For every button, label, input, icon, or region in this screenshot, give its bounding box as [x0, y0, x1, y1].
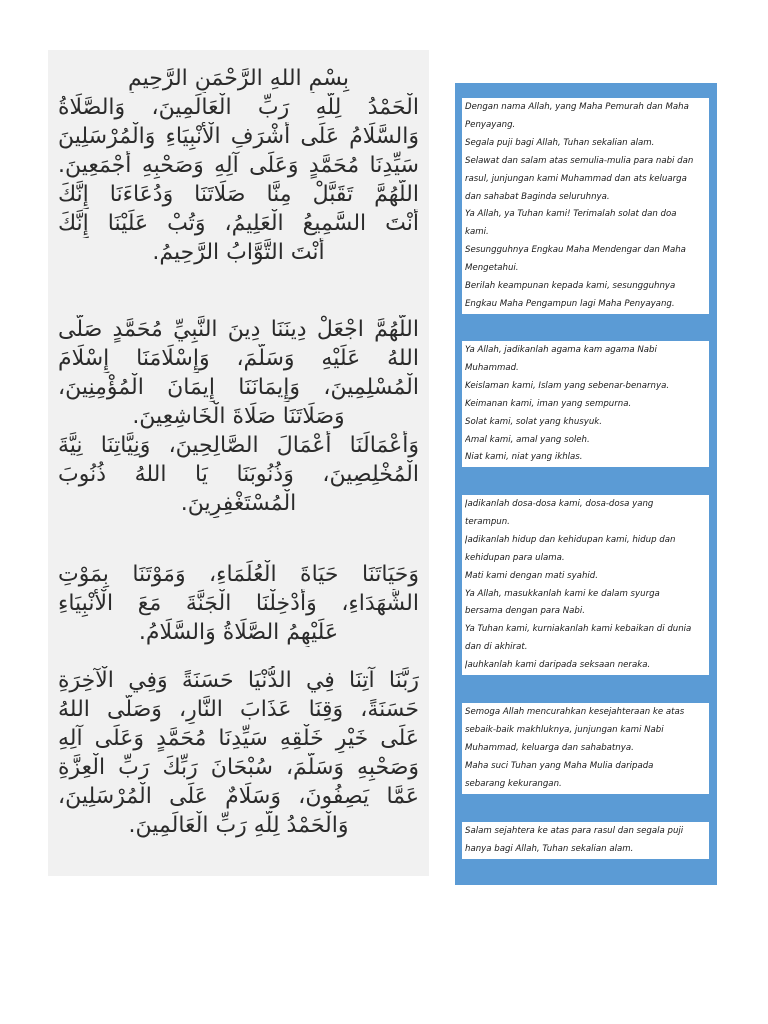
translation-box-salam: [462, 822, 709, 859]
arabic-line: الْمُسْتَغْفِرِينَ.: [180, 491, 297, 516]
translation-line: Mati kami dengan mati syahid.: [465, 570, 598, 581]
translation-box-dosa: [462, 495, 709, 675]
translation-line: Muhammad.: [465, 362, 519, 373]
translation-box-agama: [462, 341, 709, 467]
translation-line: Ya Allah, ya Tuhan kami! Terimalah solat dan doa: [465, 209, 677, 220]
arabic-block-hayat: [58, 560, 419, 647]
translation-line: Engkau Maha Pengampun lagi Maha Penyayang.: [465, 298, 675, 309]
translation-line: Sesungguhnya Engkau Maha Mendengar dan Maha: [465, 245, 686, 256]
arabic-line: سَيِّدِنَا مُحَمَّدٍ وَعَلَى آلِهِ وَصَحْبِهِ أَجْمَعِينَ.: [58, 153, 419, 178]
arabic-line: اللَّهُمَّ اجْعَلْ دِينَنَا دِينَ النَّبِيِّ مُحَمَّدٍ صَلَّى: [58, 317, 419, 342]
arabic-line-basmalah: بِسْمِ اللهِ الرَّحْمَنِ الرَّحِيمِ: [127, 66, 350, 91]
translation-box-selawat: [462, 703, 709, 794]
arabic-line: الْمُسْلِمِينَ، وَإِيمَانَنَا إِيمَانَ الْمُؤْمِنِينَ،: [58, 375, 419, 400]
translation-line: Amal kami, amal yang soleh.: [465, 434, 590, 445]
translation-line: Ya Tuhan kami, kurniakanlah kami kebaikan di dunia: [465, 624, 692, 635]
translation-line: Semoga Allah mencurahkan kesejahteraan ke atas: [465, 707, 685, 717]
translation-box-opening: [462, 98, 709, 314]
translation-line: sebaik-baik makhluknya, junjungan kami Nabi: [465, 724, 664, 735]
arabic-line: عَمَّا يَصِفُونَ، وَسَلَامٌ عَلَى الْمُرْسَلِينَ،: [58, 784, 419, 809]
arabic-line: اللهُ عَلَيْهِ وَسَلَّمَ، وَإِسْلَامَنَا إِسْلَامَ: [58, 346, 419, 371]
translation-line: Solat kami, solat yang khusyuk.: [465, 416, 602, 427]
arabic-line: وَصَحْبِهِ وَسَلَّمَ، سُبْحَانَ رَبِّكَ رَبِّ الْعِزَّةِ: [58, 755, 419, 780]
arabic-line: أَنْتَ السَّمِيعُ الْعَلِيمُ، وَتُبْ عَلَيْنَا إِنَّكَ: [58, 211, 419, 236]
translation-line: Ya Allah, jadikanlah agama kam agama Nabi: [465, 345, 657, 355]
arabic-line: رَبَّنَا آتِنَا فِي الدُّنْيَا حَسَنَةً وَفِي الْآخِرَةِ: [58, 668, 419, 693]
translation-line: dan di akhirat.: [465, 642, 528, 653]
arabic-line: عَلَى خَيْرِ خَلْقِهِ سَيِّدِنَا مُحَمَّدٍ وَعَلَى آلِهِ: [58, 726, 419, 751]
arabic-line: وَصَلَاتَنَا صَلَاةَ الْخَاشِعِينَ.: [132, 404, 345, 429]
translation-line: bersama dengan para Nabi.: [465, 606, 585, 617]
translation-line: Ya Allah, masukkanlah kami ke dalam syurga: [465, 588, 660, 599]
translation-line: Penyayang.: [465, 119, 516, 130]
translation-line: Salam sejahtera ke atas para rasul dan segala puji: [465, 826, 684, 836]
arabic-line: الْمُخْلِصِينَ، وَذُنُوبَنَا يَا اللهُ ذُنُوبَ: [58, 462, 419, 487]
translation-line: sebarang kekurangan.: [465, 778, 562, 789]
translation-line: terampun.: [465, 516, 510, 527]
arabic-text-panel: [48, 50, 429, 876]
translation-line: Maha suci Tuhan yang Maha Mulia daripada: [465, 760, 654, 771]
translation-line: Niat kami, niat yang ikhlas.: [465, 452, 583, 463]
arabic-line: وَأَعْمَالَنَا أَعْمَالَ الصَّالِحِينَ، وَنِيَّاتِنَا نِيَّةَ: [58, 433, 419, 458]
translation-line: Keislaman kami, Islam yang sebenar-benarnya.: [465, 380, 670, 391]
translation-line: Muhammad, keluarga dan sahabatnya.: [465, 742, 634, 753]
translation-line: kehidupan para ulama.: [465, 552, 565, 563]
arabic-line: وَالْحَمْدُ لِلَّهِ رَبِّ الْعَالَمِينَ.: [128, 813, 349, 838]
translation-line: Mengetahui.: [465, 263, 519, 274]
translation-line: rasul, junjungan kami Muhammad dan ats keluarga: [465, 173, 687, 184]
translation-line: hanya bagi Allah, Tuhan sekalian alam.: [465, 843, 634, 854]
translation-line: kami.: [465, 227, 489, 238]
arabic-line: الشُّهَدَاءِ، وَأَدْخِلْنَا الْجَنَّةَ مَعَ الْأَنْبِيَاءِ: [58, 591, 419, 616]
translation-line: Segala puji bagi Allah, Tuhan sekalian alam.: [465, 137, 655, 148]
arabic-block-agama: [58, 315, 419, 518]
arabic-line: اللَّهُمَّ تَقَبَّلْ مِنَّا صَلَاتَنَا وَدُعَاءَنَا إِنَّكَ: [58, 182, 419, 207]
arabic-line: وَحَيَاتَنَا حَيَاةَ الْعُلَمَاءِ، وَمَوْتَنَا بِمَوْتِ: [58, 562, 419, 587]
translation-line: Jauhkanlah kami daripada seksaan neraka.: [465, 660, 651, 671]
arabic-line: عَلَيْهِمُ الصَّلَاةُ وَالسَّلَامُ.: [138, 620, 339, 645]
translation-line: Jadikanlah hidup dan kehidupan kami, hidup dan: [465, 534, 676, 545]
translation-line: Selawat dan salam atas semulia-mulia para nabi dan: [465, 155, 694, 166]
arabic-line: الْحَمْدُ لِلَّهِ رَبِّ الْعَالَمِينَ، وَالصَّلَاةُ: [58, 95, 419, 120]
translation-line: dan sahabat Baginda seluruhnya.: [465, 191, 610, 202]
arabic-block-opening: [58, 64, 419, 267]
translation-line: Berilah keampunan kepada kami, sesungguhnya: [465, 281, 676, 292]
translation-line: Keimanan kami, iman yang sempurna.: [465, 398, 632, 409]
translation-line: Dengan nama Allah, yang Maha Pemurah dan Maha: [465, 102, 689, 112]
arabic-line: أَنْتَ التَّوَّابُ الرَّحِيمُ.: [152, 240, 325, 265]
arabic-line: وَالسَّلَامُ عَلَى أَشْرَفِ الْأَنْبِيَاءِ وَالْمُرْسَلِينَ: [58, 124, 419, 149]
translation-line: Jadikanlah dosa-dosa kami, dosa-dosa yang: [465, 499, 654, 509]
arabic-block-closing: [58, 666, 419, 840]
arabic-line: حَسَنَةً، وَقِنَا عَذَابَ النَّارِ، وَصَلَّى اللهُ: [58, 697, 419, 722]
